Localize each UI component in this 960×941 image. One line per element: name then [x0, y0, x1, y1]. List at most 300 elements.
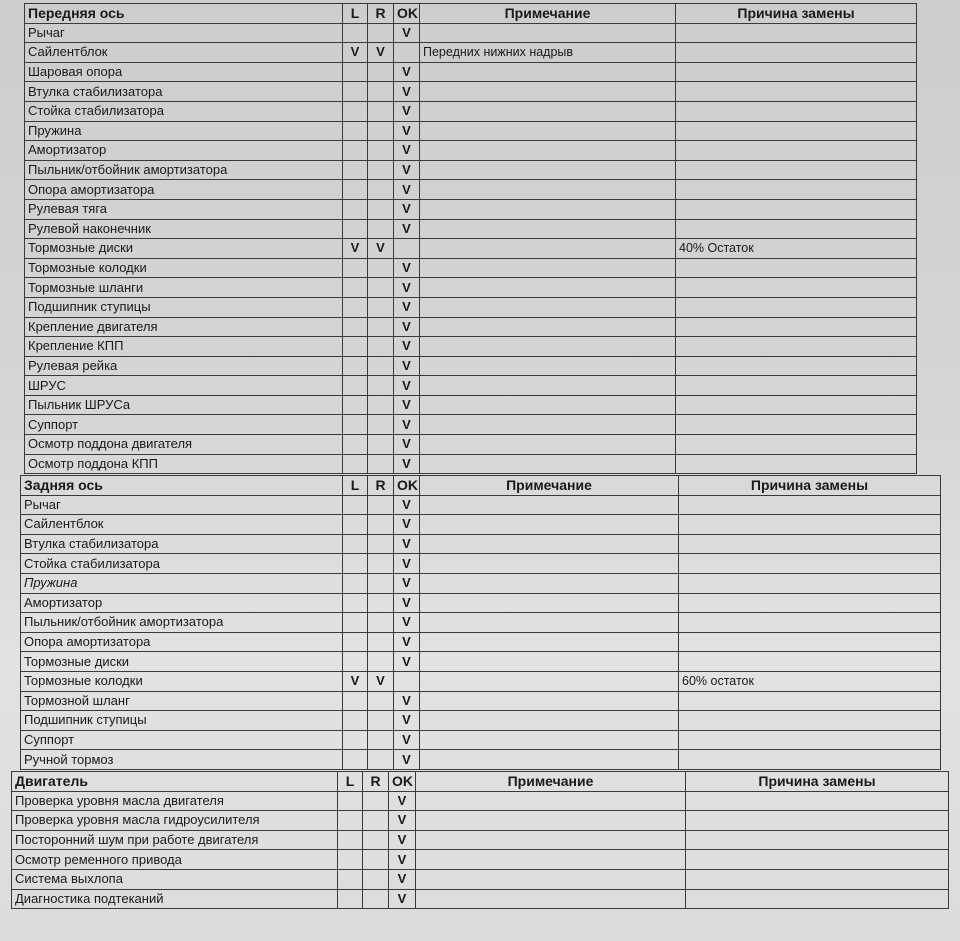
- reason-cell: [686, 830, 949, 850]
- mark-ok: V: [389, 869, 416, 889]
- reason-cell: [676, 297, 917, 317]
- column-header-reason: Причина замены: [686, 772, 949, 792]
- item-name: Осмотр ременного привода: [12, 850, 338, 870]
- item-name: Пружина: [21, 573, 343, 593]
- mark-r: [368, 534, 394, 554]
- note-cell: [420, 141, 676, 161]
- item-name: Проверка уровня масла двигателя: [12, 791, 338, 811]
- table-row: [21, 750, 941, 770]
- table-row: [25, 278, 917, 298]
- item-name: Стойка стабилизатора: [25, 101, 343, 121]
- table-row: [25, 23, 917, 43]
- note-cell: [420, 337, 676, 357]
- note-cell: [416, 791, 686, 811]
- table-row: [12, 850, 949, 870]
- mark-r: [368, 395, 394, 415]
- table-row: [21, 711, 941, 731]
- note-cell: [420, 750, 679, 770]
- item-name: Подшипник ступицы: [25, 297, 343, 317]
- mark-r: [368, 415, 394, 435]
- mark-l: [343, 121, 368, 141]
- reason-cell: [676, 356, 917, 376]
- mark-l: [343, 435, 368, 455]
- item-name: Рулевая рейка: [25, 356, 343, 376]
- column-header-reason: Причина замены: [679, 476, 941, 496]
- note-cell: [420, 711, 679, 731]
- column-header-ok: OK: [389, 772, 416, 792]
- reason-cell: [676, 258, 917, 278]
- item-name: Пыльник/отбойник амортизатора: [25, 160, 343, 180]
- note-cell: [420, 435, 676, 455]
- note-cell: [420, 395, 676, 415]
- reason-cell: [679, 750, 941, 770]
- mark-ok: V: [394, 652, 420, 672]
- section-header-row: [21, 476, 941, 496]
- table-row: [25, 297, 917, 317]
- mark-r: [368, 454, 394, 474]
- mark-ok: V: [394, 160, 420, 180]
- reason-cell: [676, 415, 917, 435]
- mark-r: [368, 554, 394, 574]
- mark-ok: V: [394, 691, 420, 711]
- reason-cell: [676, 395, 917, 415]
- item-name: Подшипник ступицы: [21, 711, 343, 731]
- table-row: [12, 811, 949, 831]
- table-row: [21, 632, 941, 652]
- mark-l: [338, 830, 363, 850]
- mark-ok: V: [394, 199, 420, 219]
- mark-l: [343, 534, 368, 554]
- mark-ok: V: [394, 258, 420, 278]
- reason-cell: [686, 811, 949, 831]
- reason-cell: 40% Остаток: [676, 239, 917, 259]
- mark-ok: V: [389, 830, 416, 850]
- item-name: Сайлентблок: [21, 515, 343, 535]
- engine-table: [11, 771, 949, 909]
- table-row: [25, 435, 917, 455]
- mark-l: [343, 199, 368, 219]
- table-row: [25, 160, 917, 180]
- mark-l: [343, 160, 368, 180]
- mark-r: [368, 691, 394, 711]
- reason-cell: [676, 101, 917, 121]
- mark-l: [343, 495, 368, 515]
- mark-ok: [394, 43, 420, 63]
- table-row: [21, 573, 941, 593]
- note-cell: [420, 415, 676, 435]
- item-name: Шаровая опора: [25, 62, 343, 82]
- table-row: [25, 376, 917, 396]
- item-name: Пыльник ШРУСа: [25, 395, 343, 415]
- mark-ok: V: [394, 317, 420, 337]
- mark-l: [343, 219, 368, 239]
- item-name: Втулка стабилизатора: [21, 534, 343, 554]
- reason-cell: [686, 889, 949, 909]
- mark-l: [343, 62, 368, 82]
- table-row: [12, 869, 949, 889]
- note-cell: [420, 376, 676, 396]
- note-cell: [420, 593, 679, 613]
- reason-cell: [686, 869, 949, 889]
- item-name: Крепление двигателя: [25, 317, 343, 337]
- mark-l: [343, 750, 368, 770]
- reason-cell: [676, 160, 917, 180]
- table-row: [25, 337, 917, 357]
- reason-cell: [676, 278, 917, 298]
- mark-l: [343, 82, 368, 102]
- table-row: [25, 317, 917, 337]
- reason-cell: [676, 219, 917, 239]
- mark-ok: V: [394, 337, 420, 357]
- table-row: [25, 180, 917, 200]
- mark-l: [343, 376, 368, 396]
- mark-r: [368, 515, 394, 535]
- mark-r: [368, 337, 394, 357]
- item-name: Тормозные колодки: [25, 258, 343, 278]
- reason-cell: [679, 613, 941, 633]
- mark-r: [368, 121, 394, 141]
- table-row: [25, 415, 917, 435]
- note-cell: [420, 515, 679, 535]
- reason-cell: [679, 593, 941, 613]
- reason-cell: [676, 121, 917, 141]
- table-row: [21, 730, 941, 750]
- note-cell: [420, 180, 676, 200]
- item-name: Тормозные диски: [21, 652, 343, 672]
- reason-cell: [676, 43, 917, 63]
- table-row: [21, 554, 941, 574]
- mark-ok: V: [394, 297, 420, 317]
- column-header-ok: OK: [394, 4, 420, 24]
- mark-ok: V: [394, 180, 420, 200]
- mark-ok: V: [394, 632, 420, 652]
- mark-ok: V: [394, 593, 420, 613]
- table-row: [25, 219, 917, 239]
- reason-cell: [679, 691, 941, 711]
- mark-ok: V: [389, 791, 416, 811]
- column-header-note: Примечание: [420, 4, 676, 24]
- reason-cell: 60% остаток: [679, 671, 941, 691]
- note-cell: [420, 278, 676, 298]
- note-cell: [420, 534, 679, 554]
- table-row: [25, 395, 917, 415]
- mark-ok: V: [394, 121, 420, 141]
- reason-cell: [686, 850, 949, 870]
- mark-l: [343, 632, 368, 652]
- mark-l: [338, 811, 363, 831]
- table-row: [12, 791, 949, 811]
- table-row: [25, 239, 917, 259]
- table-row: [21, 652, 941, 672]
- reason-cell: [679, 711, 941, 731]
- table-row: [25, 141, 917, 161]
- note-cell: [420, 82, 676, 102]
- item-name: Суппорт: [25, 415, 343, 435]
- item-name: Система выхлопа: [12, 869, 338, 889]
- mark-ok: V: [394, 613, 420, 633]
- mark-ok: V: [394, 376, 420, 396]
- reason-cell: [679, 652, 941, 672]
- mark-ok: V: [394, 23, 420, 43]
- table-row: [21, 613, 941, 633]
- mark-r: [368, 730, 394, 750]
- table-row: [25, 199, 917, 219]
- mark-ok: V: [394, 356, 420, 376]
- note-cell: [420, 356, 676, 376]
- item-name: Тормозные колодки: [21, 671, 343, 691]
- mark-r: [368, 278, 394, 298]
- mark-r: [368, 141, 394, 161]
- note-cell: [416, 850, 686, 870]
- mark-l: [343, 454, 368, 474]
- mark-l: [343, 356, 368, 376]
- mark-r: [368, 495, 394, 515]
- reason-cell: [676, 435, 917, 455]
- mark-r: V: [368, 671, 394, 691]
- mark-r: V: [368, 239, 394, 259]
- mark-r: [368, 435, 394, 455]
- note-cell: [420, 121, 676, 141]
- mark-l: [343, 730, 368, 750]
- note-cell: [416, 869, 686, 889]
- mark-l: V: [343, 43, 368, 63]
- item-name: Осмотр поддона КПП: [25, 454, 343, 474]
- mark-r: [368, 376, 394, 396]
- mark-ok: V: [394, 730, 420, 750]
- column-header-l: L: [338, 772, 363, 792]
- reason-cell: [679, 632, 941, 652]
- section-title: Двигатель: [12, 772, 338, 792]
- item-name: Амортизатор: [21, 593, 343, 613]
- note-cell: [420, 317, 676, 337]
- front-axle-table: [24, 3, 917, 474]
- reason-cell: [686, 791, 949, 811]
- table-row: [21, 515, 941, 535]
- mark-l: [343, 573, 368, 593]
- note-cell: Передних нижних надрыв: [420, 43, 676, 63]
- item-name: Рычаг: [25, 23, 343, 43]
- note-cell: [416, 889, 686, 909]
- note-cell: [420, 297, 676, 317]
- table-row: [21, 691, 941, 711]
- note-cell: [420, 239, 676, 259]
- reason-cell: [679, 495, 941, 515]
- mark-ok: V: [389, 850, 416, 870]
- section-title: Задняя ось: [21, 476, 343, 496]
- item-name: Посторонний шум при работе двигателя: [12, 830, 338, 850]
- reason-cell: [676, 82, 917, 102]
- table-row: [21, 534, 941, 554]
- mark-r: [363, 850, 389, 870]
- note-cell: [420, 730, 679, 750]
- mark-l: [343, 278, 368, 298]
- mark-l: [343, 258, 368, 278]
- reason-cell: [676, 454, 917, 474]
- reason-cell: [676, 199, 917, 219]
- reason-cell: [679, 534, 941, 554]
- mark-l: [343, 593, 368, 613]
- item-name: Ручной тормоз: [21, 750, 343, 770]
- mark-r: [368, 573, 394, 593]
- item-name: Рулевой наконечник: [25, 219, 343, 239]
- mark-ok: V: [394, 534, 420, 554]
- mark-l: [343, 613, 368, 633]
- note-cell: [420, 199, 676, 219]
- mark-r: [368, 23, 394, 43]
- table-row: [25, 82, 917, 102]
- mark-r: [368, 317, 394, 337]
- note-cell: [420, 454, 676, 474]
- mark-l: [343, 180, 368, 200]
- note-cell: [420, 160, 676, 180]
- item-name: Проверка уровня масла гидроусилителя: [12, 811, 338, 831]
- reason-cell: [676, 317, 917, 337]
- column-header-r: R: [368, 476, 394, 496]
- mark-r: [368, 632, 394, 652]
- column-header-ok: OK: [394, 476, 420, 496]
- mark-l: V: [343, 671, 368, 691]
- reason-cell: [676, 141, 917, 161]
- mark-r: [368, 160, 394, 180]
- mark-r: [368, 750, 394, 770]
- mark-ok: V: [394, 82, 420, 102]
- mark-r: [368, 101, 394, 121]
- mark-ok: V: [394, 62, 420, 82]
- column-header-r: R: [368, 4, 394, 24]
- mark-r: [368, 593, 394, 613]
- item-name: Крепление КПП: [25, 337, 343, 357]
- column-header-l: L: [343, 476, 368, 496]
- reason-cell: [676, 62, 917, 82]
- reason-cell: [679, 515, 941, 535]
- note-cell: [420, 495, 679, 515]
- mark-r: [368, 258, 394, 278]
- item-name: Тормозной шланг: [21, 691, 343, 711]
- column-header-r: R: [363, 772, 389, 792]
- mark-ok: V: [389, 889, 416, 909]
- mark-r: [368, 711, 394, 731]
- mark-r: [368, 356, 394, 376]
- column-header-l: L: [343, 4, 368, 24]
- item-name: Осмотр поддона двигателя: [25, 435, 343, 455]
- reason-cell: [679, 554, 941, 574]
- table-row: [12, 889, 949, 909]
- note-cell: [420, 573, 679, 593]
- mark-r: [368, 613, 394, 633]
- mark-l: [343, 711, 368, 731]
- note-cell: [416, 830, 686, 850]
- mark-r: [363, 811, 389, 831]
- item-name: Тормозные шланги: [25, 278, 343, 298]
- mark-ok: V: [394, 454, 420, 474]
- mark-r: [368, 180, 394, 200]
- note-cell: [420, 652, 679, 672]
- item-name: Диагностика подтеканий: [12, 889, 338, 909]
- table-row: [12, 830, 949, 850]
- mark-l: [343, 415, 368, 435]
- reason-cell: [676, 180, 917, 200]
- mark-l: [338, 791, 363, 811]
- item-name: Стойка стабилизатора: [21, 554, 343, 574]
- table-row: [21, 593, 941, 613]
- rear-axle-table: [20, 475, 941, 770]
- mark-r: [368, 82, 394, 102]
- item-name: Суппорт: [21, 730, 343, 750]
- note-cell: [420, 23, 676, 43]
- item-name: Опора амортизатора: [25, 180, 343, 200]
- table-row: [25, 101, 917, 121]
- mark-l: [343, 395, 368, 415]
- table-row: [25, 356, 917, 376]
- mark-r: [368, 62, 394, 82]
- mark-ok: V: [389, 811, 416, 831]
- mark-r: [363, 889, 389, 909]
- reason-cell: [679, 573, 941, 593]
- item-name: Втулка стабилизатора: [25, 82, 343, 102]
- column-header-reason: Причина замены: [676, 4, 917, 24]
- mark-l: [338, 869, 363, 889]
- mark-l: [338, 850, 363, 870]
- mark-l: [343, 101, 368, 121]
- mark-ok: V: [394, 435, 420, 455]
- mark-ok: V: [394, 395, 420, 415]
- mark-ok: V: [394, 415, 420, 435]
- mark-r: V: [368, 43, 394, 63]
- mark-l: [343, 337, 368, 357]
- mark-r: [368, 199, 394, 219]
- mark-l: [343, 297, 368, 317]
- section-title: Передняя ось: [25, 4, 343, 24]
- item-name: Амортизатор: [25, 141, 343, 161]
- mark-ok: V: [394, 141, 420, 161]
- table-row: [21, 671, 941, 691]
- reason-cell: [676, 337, 917, 357]
- mark-l: [343, 652, 368, 672]
- mark-ok: V: [394, 515, 420, 535]
- mark-l: [343, 141, 368, 161]
- mark-r: [363, 830, 389, 850]
- mark-l: [343, 691, 368, 711]
- mark-ok: V: [394, 750, 420, 770]
- note-cell: [420, 671, 679, 691]
- mark-ok: V: [394, 278, 420, 298]
- reason-cell: [679, 730, 941, 750]
- note-cell: [416, 811, 686, 831]
- mark-ok: [394, 671, 420, 691]
- mark-r: [368, 297, 394, 317]
- note-cell: [420, 258, 676, 278]
- mark-ok: V: [394, 573, 420, 593]
- mark-r: [368, 652, 394, 672]
- item-name: Сайлентблок: [25, 43, 343, 63]
- mark-l: [343, 317, 368, 337]
- table-row: [25, 121, 917, 141]
- mark-l: [343, 515, 368, 535]
- table-row: [25, 454, 917, 474]
- mark-ok: [394, 239, 420, 259]
- note-cell: [420, 554, 679, 574]
- note-cell: [420, 219, 676, 239]
- note-cell: [420, 613, 679, 633]
- section-header-row: [12, 772, 949, 792]
- item-name: ШРУС: [25, 376, 343, 396]
- mark-ok: V: [394, 495, 420, 515]
- mark-ok: V: [394, 711, 420, 731]
- note-cell: [420, 632, 679, 652]
- mark-l: [343, 23, 368, 43]
- mark-ok: V: [394, 101, 420, 121]
- mark-ok: V: [394, 219, 420, 239]
